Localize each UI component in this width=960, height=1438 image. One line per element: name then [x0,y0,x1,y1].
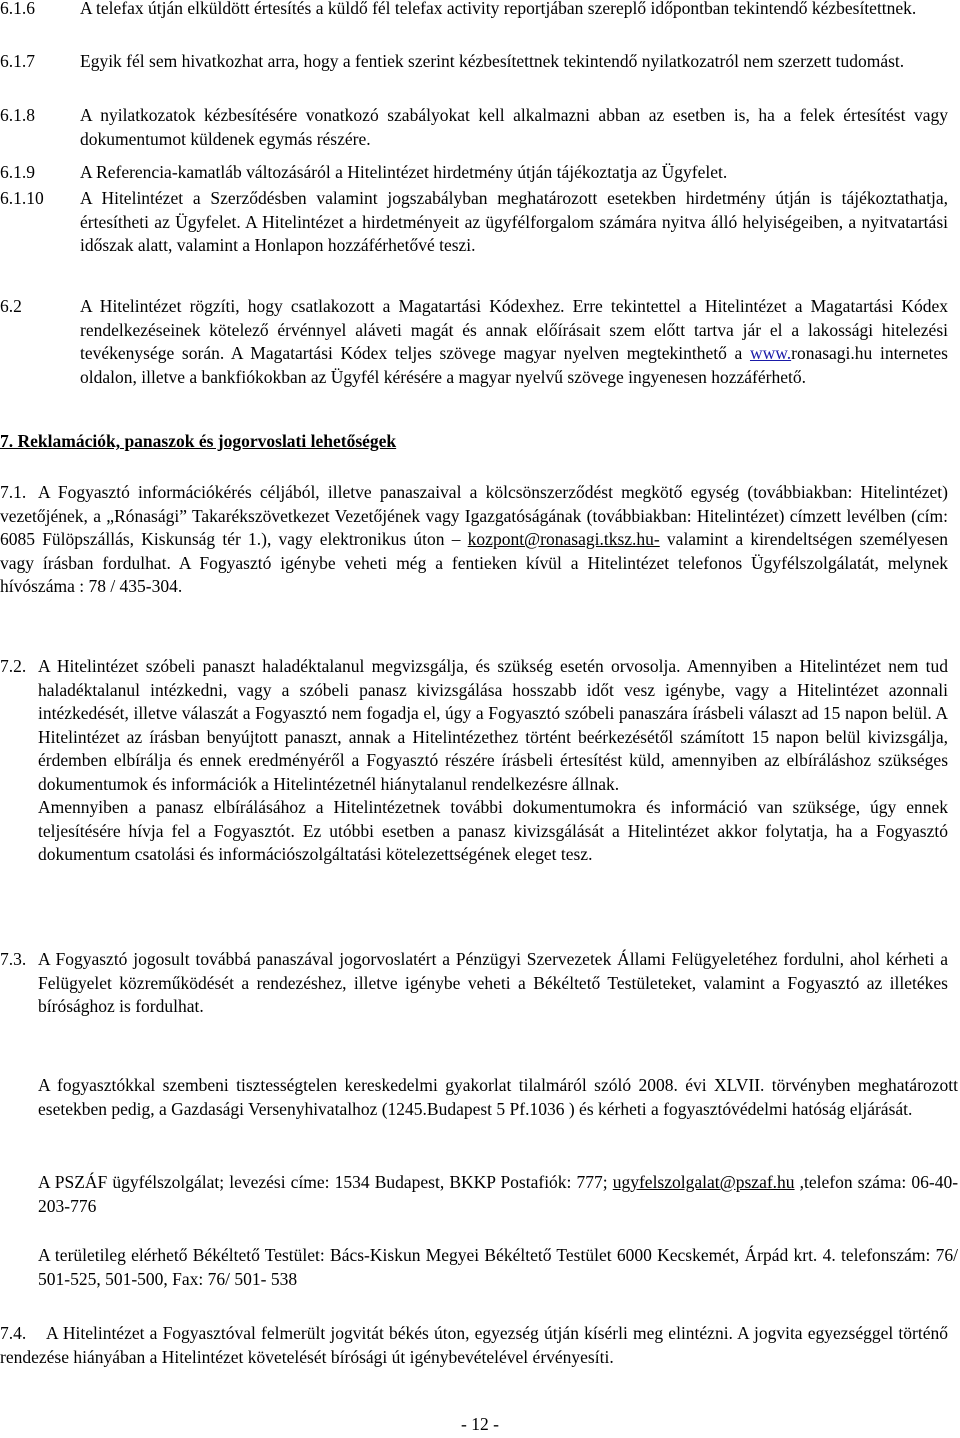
section-number: 7.2. [0,656,27,676]
section-7-1 [0,481,948,599]
section-number: 6.1.9 [0,162,35,182]
section-6-1-10 [0,187,948,258]
bekelteto-paragraph: A területileg elérhető Békéltető Testület: Bács-Kiskun Megyei Békéltető Testület 6000 Kecskemét, Árpád krt. 4. telefonszám: 76/ 501-525, 501-500, Fax: 76/ 501- 538 [38,1245,958,1289]
section-6-1-9 [0,161,948,185]
section-7-3 [0,948,948,1019]
email-link[interactable]: kozpont@ronasagi.tksz.hu- [467,529,660,549]
section-text: A Fogyasztó jogosult továbbá panaszával jogorvoslatért a Pénzügyi Szervezetek Állami Felügyeletéhez fordulni, ahol kérheti a Felügyelet közreműködését a rendezéshez, illetve igénybe veheti a Békéltető Testületeket, valamint a Fogyasztó az illetékes bírósághoz is fordulhat. [38,949,948,1016]
section-text: Egyik fél sem hivatkozhat arra, hogy a fentiek szerint kézbesítettnek tekintendő nyilatkozatról nem szerzett tudomást. [80,51,905,71]
section-number: 6.1.8 [0,105,35,125]
section-text: A Fogyasztó információkérés céljából, illetve panaszaival a kölcsönszerződést megkötő egység (továbbiakban: Hitelintézet) vezetőjének, a „Rónasági” Takarékszövetkezet Vezetőjének vagy Igazgatóságának (továbbiakban: Hitelintézet) címzett levélben (cím: 6085 Fülöpszállás, Kiskunság tér 1.), vagy elektronikus úton – kozpont@ronasagi.tksz.hu- valamint a kirendeltségen személyesen vagy írásban fordulhat. A Fogyasztó igénybe veheti még a fentieken kívül a Hitelintézet telefonos Ügyfélszolgálatát, melynek hívószáma : 78 / 435-304. [0,482,948,596]
section-text: A Referencia-kamatláb változásáról a Hitelintézet hirdetmény útján tájékoztatja az Ügyfelet. [80,162,728,182]
section-text: A Hitelintézet szóbeli panaszt haladéktalanul megvizsgálja, és szükség esetén orvosolja. Amennyiben a Hitelintézet nem tud haladéktalanul intézkedni, vagy a szóbeli panasz kivizsgálása hosszabb időt vesz igénybe, vagy a Hitelintézet azonnali intézkedését, illetve válaszát a Fogyasztó nem fogadja el, úgy a Fogyasztó szóbeli panaszára írásbeli választ ad 15 napon belül. A Hitelintézet az írásban benyújtott panaszt, annak a Hitelintézethez történt beérkezésétől számított 15 napon belül kivizsgálja, érdemben elbírálja és ennek eredményéről a Fogyasztó részére írásbeli értesítést küld, amennyiben az elbíráláshoz szükséges dokumentumok és információk a Hitelintézetnél hiánytalanul rendelkezésre állnak. [38,656,948,794]
section-7-4 [0,1322,948,1369]
pszaf-email-link[interactable]: ugyfelszolgalat@pszaf.hu [612,1172,795,1192]
gvh-paragraph: A fogyasztókkal szembeni tisztességtelen kereskedelmi gyakorlat tilalmáról szóló 2008. évi XLVII. törvényben meghatározott esetekben pedig, a Gazdasági Versenyhivatalhoz (1245.Budapest 5 Pf.1036 ) és kérheti a fogyasztóvédelmi hatóság eljárását. [38,1075,958,1119]
section-number: 6.1.6 [0,0,35,18]
section-number: 7.1. [0,482,27,502]
pszaf-paragraph: A PSZÁF ügyfélszolgálat; levezési címe: 1534 Budapest, BKKP Postafiók: 777; ugyfelszolgalat@pszaf.hu ,telefon száma: 06-40-203-776 [38,1172,959,1216]
section-number: 7.3. [0,949,27,969]
section-heading: 7. Reklamációk, panaszok és jogorvoslati lehetőségek [0,431,397,451]
section-7-2 [0,655,948,867]
section-6-1-8 [0,104,948,151]
section-6-1-7 [0,50,948,74]
section-text: A Hitelintézet a Fogyasztóval felmerült jogvitát békés úton, egyezség útján kísérli meg elintézni. A jogvita egyezséggel történő rendezése hiányában a Hitelintézet követelését bírósági út igénybevételével érvényesíti. [0,1323,948,1367]
section-6-2 [0,295,948,389]
section-text: A nyilatkozatok kézbesítésére vonatkozó szabályokat kell alkalmazni abban az esetben is, ha a felek értesítést vagy dokumentumot küldenek egymás részére. [80,105,948,149]
section-text: A telefax útján elküldött értesítés a küldő fél telefax activity reportjában szereplő időpontban tekintendő kézbesítettnek. [80,0,917,18]
section-number: 7.4. [0,1323,27,1343]
website-link[interactable]: www. [749,343,792,363]
section-text-continued: Amennyiben a panasz elbírálásához a Hitelintézetnek további dokumentumokra és információ van szüksége, úgy ennek teljesítésére hívja fel a Fogyasztót. Ez utóbbi esetben a panasz kivizsgálását a Hitelintézet akkor folytatja, ha a Fogyasztó dokumentum csatolási és információszolgáltatási kötelezettségének eleget tesz. [38,797,948,864]
section-number: 6.1.7 [0,51,35,71]
section-number: 6.1.10 [0,188,44,208]
section-number: 6.2 [0,296,22,316]
section-text: A Hitelintézet rögzíti, hogy csatlakozott a Magatartási Kódexhez. Erre tekintettel a Hitelintézet a Magatartási Kódex rendelkezéseinek kötelező érvénnyel aláveti magát és annak előírásait szem előtt tartva jár el a lakossági hitelezési tevékenysége során. A Magatartási Kódex teljes szövege magyar nyelven megtekinthető a www.ronasagi.hu internetes oldalon, illetve a bankfiókokban az Ügyfél kérésére a magyar nyelvű szövege ingyenesen hozzáférhető. [80,296,948,387]
page-number: - 12 - [461,1414,499,1434]
section-6-1-6 [0,0,948,21]
section-text: A Hitelintézet a Szerződésben valamint jogszabályban meghatározott esetekben hirdetmény útján is tájékoztathatja, értesítheti az Ügyfelet. A Hitelintézet a hirdetményeit az ügyfélforgalom számára nyitva álló helyiségeiben, a nyitvatartási időszak alatt, valamint a Honlapon hozzáférhetővé teszi. [80,188,948,255]
